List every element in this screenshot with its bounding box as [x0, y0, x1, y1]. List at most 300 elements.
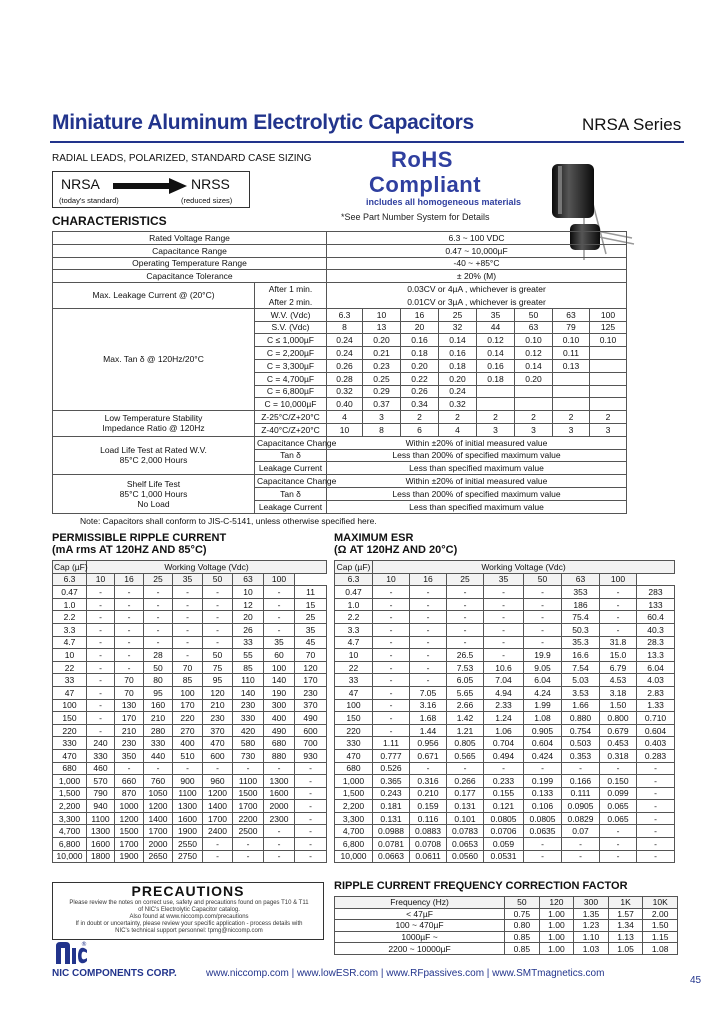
ripple-value: -: [87, 674, 115, 687]
ripple-value: -: [264, 623, 295, 636]
esr-value: 0.956: [410, 737, 447, 750]
loadlife-row: [53, 436, 627, 449]
ripple-value: -: [203, 636, 233, 649]
esr-row: [335, 737, 675, 750]
esr-value: 1.11: [373, 737, 410, 750]
esr-value: 2.33: [484, 699, 524, 712]
ripple-value: -: [87, 712, 115, 725]
esr-value: 4.03: [637, 674, 675, 687]
esr-value: 0.679: [600, 724, 637, 737]
ripple-value: -: [203, 611, 233, 624]
esr-value: -: [447, 598, 484, 611]
ripple-value: 60: [264, 649, 295, 662]
tan-value: 0.14: [439, 334, 477, 347]
precautions-line: Please review the notes on correct use, safety and precautions found on pages T10 & T11: [69, 900, 309, 906]
ripple-value: -: [173, 598, 203, 611]
ripple-wv-header: Working Voltage (Vdc): [87, 561, 327, 574]
ripple-value: 700: [295, 737, 327, 750]
esr-row: [335, 699, 675, 712]
esr-value: 0.671: [410, 749, 447, 762]
esr-value: 0.243: [373, 787, 410, 800]
ripple-value: -: [264, 850, 295, 863]
ripple-value: -: [295, 812, 327, 825]
ripple-value: -: [233, 838, 264, 851]
esr-value: 1.99: [524, 699, 562, 712]
ripple-value: 1300: [173, 800, 203, 813]
ripple-title-2: (mA rms AT 120HZ AND 85°C): [52, 544, 207, 556]
ripple-value: -: [264, 762, 295, 775]
correction-value: 0.80: [505, 920, 540, 932]
esr-row: [335, 649, 675, 662]
ripple-value: 1200: [144, 800, 173, 813]
esr-value: 0.316: [410, 775, 447, 788]
char-row: [53, 270, 627, 283]
esr-voltage-header: 63: [562, 573, 600, 586]
ripple-cap: 470: [53, 749, 87, 762]
esr-value: 1.08: [524, 712, 562, 725]
ripple-value: 280: [144, 724, 173, 737]
tan-value: 0.16: [401, 334, 439, 347]
migration-box: [52, 171, 250, 208]
ripple-cap: 150: [53, 712, 87, 725]
ripple-value: 1300: [87, 825, 115, 838]
esr-voltage-row: [335, 573, 675, 586]
esr-value: 3.53: [562, 686, 600, 699]
ripple-value: -: [203, 850, 233, 863]
esr-row: [335, 850, 675, 863]
correction-header: 10K: [643, 897, 678, 909]
ripple-value: -: [203, 623, 233, 636]
tan-value: 0.10: [553, 334, 590, 347]
esr-value: -: [410, 623, 447, 636]
correction-value: 1.00: [539, 943, 574, 955]
ripple-value: 190: [264, 686, 295, 699]
esr-value: 0.704: [484, 737, 524, 750]
ripple-value: -: [87, 623, 115, 636]
esr-value: -: [637, 800, 675, 813]
esr-value: 0.116: [410, 812, 447, 825]
tan-value: 0.10: [515, 334, 553, 347]
esr-value: 16.6: [562, 649, 600, 662]
correction-value: 0.85: [505, 943, 540, 955]
ripple-value: 55: [233, 649, 264, 662]
ripple-value: -: [173, 762, 203, 775]
ripple-value: 220: [173, 712, 203, 725]
char-value: ± 20% (M): [327, 270, 627, 283]
lowtemp-value: 2: [477, 411, 515, 424]
esr-value: 3.18: [600, 686, 637, 699]
esr-value: -: [524, 611, 562, 624]
char-row: [53, 283, 627, 296]
esr-cap: 330: [335, 737, 373, 750]
esr-value: 0.210: [410, 787, 447, 800]
ripple-value: 140: [233, 686, 264, 699]
esr-value: 75.4: [562, 611, 600, 624]
ripple-cap: 1.0: [53, 598, 87, 611]
ripple-value: 15: [295, 598, 327, 611]
tan-value: 0.22: [401, 372, 439, 385]
precautions-line[interactable]: Also found at www.niccomp.com/precautions: [129, 914, 249, 920]
ripple-value: 400: [264, 712, 295, 725]
ripple-value: 1300: [264, 775, 295, 788]
esr-cap: 470: [335, 749, 373, 762]
esr-value: 19.9: [524, 649, 562, 662]
lowtemp-value: 2: [553, 411, 590, 424]
ripple-cap: 100: [53, 699, 87, 712]
ripple-row: [53, 775, 327, 788]
esr-value: 0.494: [484, 749, 524, 762]
esr-value: -: [373, 699, 410, 712]
char-value: Within ±20% of initial measured value: [327, 475, 627, 488]
esr-value: 0.800: [600, 712, 637, 725]
ripple-value: 2400: [203, 825, 233, 838]
tan-value: 0.28: [327, 372, 363, 385]
tan-value: 0.21: [363, 347, 401, 360]
esr-cap: 6,800: [335, 838, 373, 851]
esr-value: -: [484, 623, 524, 636]
ripple-value: -: [144, 611, 173, 624]
ripple-value: 490: [264, 724, 295, 737]
ripple-value: 80: [144, 674, 173, 687]
ripple-value: 10: [233, 586, 264, 599]
char-label: Operating Temperature Range: [53, 257, 327, 270]
ripple-value: 20: [233, 611, 264, 624]
correction-value: 1.00: [539, 908, 574, 920]
tan-value: 10: [363, 308, 401, 321]
ripple-value: 35: [295, 623, 327, 636]
tan-value: [590, 398, 627, 411]
esr-wv-header: Working Voltage (Vdc): [373, 561, 675, 574]
correction-value: 1.23: [574, 920, 609, 932]
svg-text:®: ®: [81, 941, 87, 948]
char-label: Capacitance Tolerance: [53, 270, 327, 283]
ripple-value: 1500: [233, 787, 264, 800]
ripple-value: 660: [115, 775, 144, 788]
esr-value: -: [600, 838, 637, 851]
esr-value: -: [447, 586, 484, 599]
char-value: 0.03CV or 4µA , whichever is greater: [327, 283, 627, 296]
esr-row: [335, 636, 675, 649]
esr-voltage-header: 100: [600, 573, 637, 586]
esr-value: -: [524, 623, 562, 636]
esr-cap: 10: [335, 649, 373, 662]
esr-value: -: [410, 586, 447, 599]
esr-value: 0.0635: [524, 825, 562, 838]
ripple-value: 70: [295, 649, 327, 662]
esr-cap: 10,000: [335, 850, 373, 863]
esr-row: [335, 611, 675, 624]
tan-value: 125: [590, 321, 627, 334]
ripple-value: -: [295, 787, 327, 800]
esr-value: -: [562, 838, 600, 851]
ripple-row: [53, 598, 327, 611]
tan-value: 0.26: [327, 359, 363, 372]
correction-value: 1.05: [608, 943, 643, 955]
esr-value: -: [410, 636, 447, 649]
ripple-cap: 220: [53, 724, 87, 737]
ripple-value: 11: [295, 586, 327, 599]
ripple-cap: 680: [53, 762, 87, 775]
char-value: 0.47 ~ 10,000µF: [327, 244, 627, 257]
esr-voltage-header: 35: [484, 573, 524, 586]
characteristics-heading: CHARACTERISTICS: [52, 214, 167, 228]
tan-value: 16: [401, 308, 439, 321]
ripple-value: -: [87, 649, 115, 662]
ripple-row: [53, 636, 327, 649]
tan-value: [553, 385, 590, 398]
ripple-row: [53, 586, 327, 599]
ripple-cap: 4,700: [53, 825, 87, 838]
char-label: Capacitance Range: [53, 244, 327, 257]
correction-value: 1.03: [574, 943, 609, 955]
esr-value: -: [637, 762, 675, 775]
ripple-row: [53, 699, 327, 712]
esr-value: -: [373, 649, 410, 662]
correction-value: 2.00: [643, 908, 678, 920]
ripple-value: 270: [173, 724, 203, 737]
esr-value: 1.68: [410, 712, 447, 725]
series-label: NRSA Series: [582, 115, 682, 134]
ripple-cap: 3.3: [53, 623, 87, 636]
esr-value: -: [373, 586, 410, 599]
esr-value: 353: [562, 586, 600, 599]
correction-header: 1K: [608, 897, 643, 909]
esr-value: -: [410, 674, 447, 687]
esr-value: 133: [637, 598, 675, 611]
esr-row: [335, 712, 675, 725]
shelf-row: [53, 475, 627, 488]
esr-heading: [334, 532, 457, 556]
char-value: 6.3 ~ 100 VDC: [327, 232, 627, 245]
ripple-value: -: [295, 825, 327, 838]
esr-value: -: [410, 598, 447, 611]
ripple-row: [53, 825, 327, 838]
esr-cap: 4,700: [335, 825, 373, 838]
char-sublabel: Capacitance Change: [255, 436, 327, 449]
esr-value: 0.403: [637, 737, 675, 750]
esr-value: -: [373, 611, 410, 624]
ripple-value: -: [203, 586, 233, 599]
esr-value: -: [373, 712, 410, 725]
ripple-value: -: [173, 649, 203, 662]
ripple-value: 33: [233, 636, 264, 649]
esr-value: 1.42: [447, 712, 484, 725]
ripple-value: 210: [144, 712, 173, 725]
esr-value: 4.53: [600, 674, 637, 687]
tan-value: 0.25: [363, 372, 401, 385]
esr-value: 0.710: [637, 712, 675, 725]
esr-voltage-header: 25: [447, 573, 484, 586]
ripple-value: 1000: [115, 800, 144, 813]
ripple-cap: 4.7: [53, 636, 87, 649]
correction-row: [335, 920, 678, 932]
esr-cap-header: Cap (µF): [335, 561, 373, 574]
correction-row: [335, 943, 678, 955]
esr-voltage-header: 16: [410, 573, 447, 586]
lowtemp-value: 2: [401, 411, 439, 424]
ripple-value: 70: [115, 686, 144, 699]
tan-value: 0.18: [439, 359, 477, 372]
ripple-value: -: [115, 649, 144, 662]
esr-cap: 0.47: [335, 586, 373, 599]
precautions-box: [52, 882, 324, 940]
esr-value: 60.4: [637, 611, 675, 624]
esr-value: 0.503: [562, 737, 600, 750]
char-sublabel: After 2 min.: [255, 295, 327, 308]
esr-row: [335, 623, 675, 636]
esr-value: -: [410, 661, 447, 674]
tan-value: 6.3: [327, 308, 363, 321]
tan-value: [590, 359, 627, 372]
ripple-value: 1100: [87, 812, 115, 825]
esr-value: 0.159: [410, 800, 447, 813]
esr-value: -: [562, 762, 600, 775]
correction-value: 1.00: [539, 931, 574, 943]
tan-value: 0.16: [477, 359, 515, 372]
esr-value: 40.3: [637, 623, 675, 636]
ripple-value: -: [295, 800, 327, 813]
char-sublabel: Capacitance Change: [255, 475, 327, 488]
char-row: [53, 257, 627, 270]
esr-value: 0.0611: [410, 850, 447, 863]
esr-row: [335, 749, 675, 762]
esr-voltage-header: 10: [373, 573, 410, 586]
correction-row: [335, 931, 678, 943]
ripple-value: -: [203, 598, 233, 611]
ripple-row: [53, 762, 327, 775]
esr-value: 2.83: [637, 686, 675, 699]
ripple-value: 1600: [173, 812, 203, 825]
tan-value: [477, 398, 515, 411]
esr-value: -: [562, 850, 600, 863]
ripple-row: [53, 724, 327, 737]
esr-value: -: [637, 850, 675, 863]
tan-value: [515, 398, 553, 411]
esr-value: -: [447, 611, 484, 624]
ripple-value: -: [87, 586, 115, 599]
esr-header-row: [335, 561, 675, 574]
esr-value: -: [637, 775, 675, 788]
tan-value: 35: [477, 308, 515, 321]
correction-value: 1.00: [539, 920, 574, 932]
ripple-cap: 33: [53, 674, 87, 687]
esr-value: -: [373, 661, 410, 674]
ripple-voltage-header: 63: [233, 573, 264, 586]
footer-links[interactable]: www.niccomp.com | www.lowESR.com | www.RFpassives.com | www.SMTmagnetics.com: [206, 968, 605, 979]
ripple-value: -: [115, 598, 144, 611]
esr-value: 7.53: [447, 661, 484, 674]
esr-row: [335, 825, 675, 838]
esr-cap: 1,500: [335, 787, 373, 800]
esr-value: 6.04: [524, 674, 562, 687]
esr-value: 0.0988: [373, 825, 410, 838]
esr-value: 0.111: [562, 787, 600, 800]
ripple-value: -: [173, 636, 203, 649]
ripple-value: 760: [144, 775, 173, 788]
ripple-value: 1800: [87, 850, 115, 863]
ripple-value: 12: [233, 598, 264, 611]
ripple-value: 85: [233, 661, 264, 674]
esr-value: 0.166: [562, 775, 600, 788]
ripple-value: -: [173, 623, 203, 636]
correction-value: 1.57: [608, 908, 643, 920]
ripple-row: [53, 737, 327, 750]
correction-range: 1000µF ~: [335, 931, 505, 943]
tan-row: [53, 308, 627, 321]
tan-value: 44: [477, 321, 515, 334]
ripple-value: 2500: [233, 825, 264, 838]
ripple-value: 210: [115, 724, 144, 737]
esr-value: 4.94: [484, 686, 524, 699]
tan-value: 0.23: [363, 359, 401, 372]
ripple-row: [53, 850, 327, 863]
char-label: Load Life Test at Rated W.V. 85°C 2,000 Hours: [53, 436, 255, 474]
correction-value: 0.85: [505, 931, 540, 943]
ripple-value: 2200: [233, 812, 264, 825]
ripple-value: 1400: [144, 812, 173, 825]
ripple-value: 1700: [115, 838, 144, 851]
esr-value: -: [484, 586, 524, 599]
esr-value: 0.604: [637, 724, 675, 737]
esr-value: 15.0: [600, 649, 637, 662]
correction-header: Frequency (Hz): [335, 897, 505, 909]
ripple-value: 75: [203, 661, 233, 674]
correction-row: [335, 908, 678, 920]
tan-value: [590, 372, 627, 385]
ripple-value: 170: [115, 712, 144, 725]
esr-value: -: [524, 838, 562, 851]
ripple-table: [52, 560, 327, 863]
tan-value: 8: [327, 321, 363, 334]
esr-cap: 680: [335, 762, 373, 775]
ripple-title-1: PERMISSIBLE RIPPLE CURRENT: [52, 532, 227, 544]
tan-value: 0.10: [590, 334, 627, 347]
esr-value: 1.66: [562, 699, 600, 712]
esr-value: -: [600, 598, 637, 611]
esr-value: 0.0883: [410, 825, 447, 838]
esr-value: 0.905: [524, 724, 562, 737]
precautions-line[interactable]: NIC's technical support personnel: tpmg@niccomp.com: [115, 928, 263, 934]
ripple-cap: 1,000: [53, 775, 87, 788]
esr-value: -: [600, 611, 637, 624]
tan-value: 0.12: [477, 334, 515, 347]
esr-value: -: [524, 636, 562, 649]
ripple-voltage-row: [53, 573, 327, 586]
tan-value: 0.14: [477, 347, 515, 360]
esr-value: 0.065: [600, 800, 637, 813]
esr-value: -: [600, 762, 637, 775]
ripple-value: 870: [115, 787, 144, 800]
esr-value: 0.133: [524, 787, 562, 800]
correction-value: 1.35: [574, 908, 609, 920]
rohs-subtext: includes all homogeneous materials: [366, 197, 522, 207]
lowtemp-value: 4: [327, 411, 363, 424]
ripple-value: 420: [233, 724, 264, 737]
ripple-cap: 2,200: [53, 800, 87, 813]
char-sublabel: C = 6,800µF: [255, 385, 327, 398]
ripple-value: 350: [115, 749, 144, 762]
char-sublabel: Z-40°C/Z+20°C: [255, 423, 327, 436]
esr-row: [335, 598, 675, 611]
tan-value: 0.18: [477, 372, 515, 385]
ripple-cap: 10: [53, 649, 87, 662]
nic-logo: [54, 940, 88, 966]
arrow-right-icon: [113, 178, 187, 194]
ripple-value: 470: [203, 737, 233, 750]
ripple-row: [53, 800, 327, 813]
ripple-value: 45: [295, 636, 327, 649]
esr-value: -: [637, 825, 675, 838]
